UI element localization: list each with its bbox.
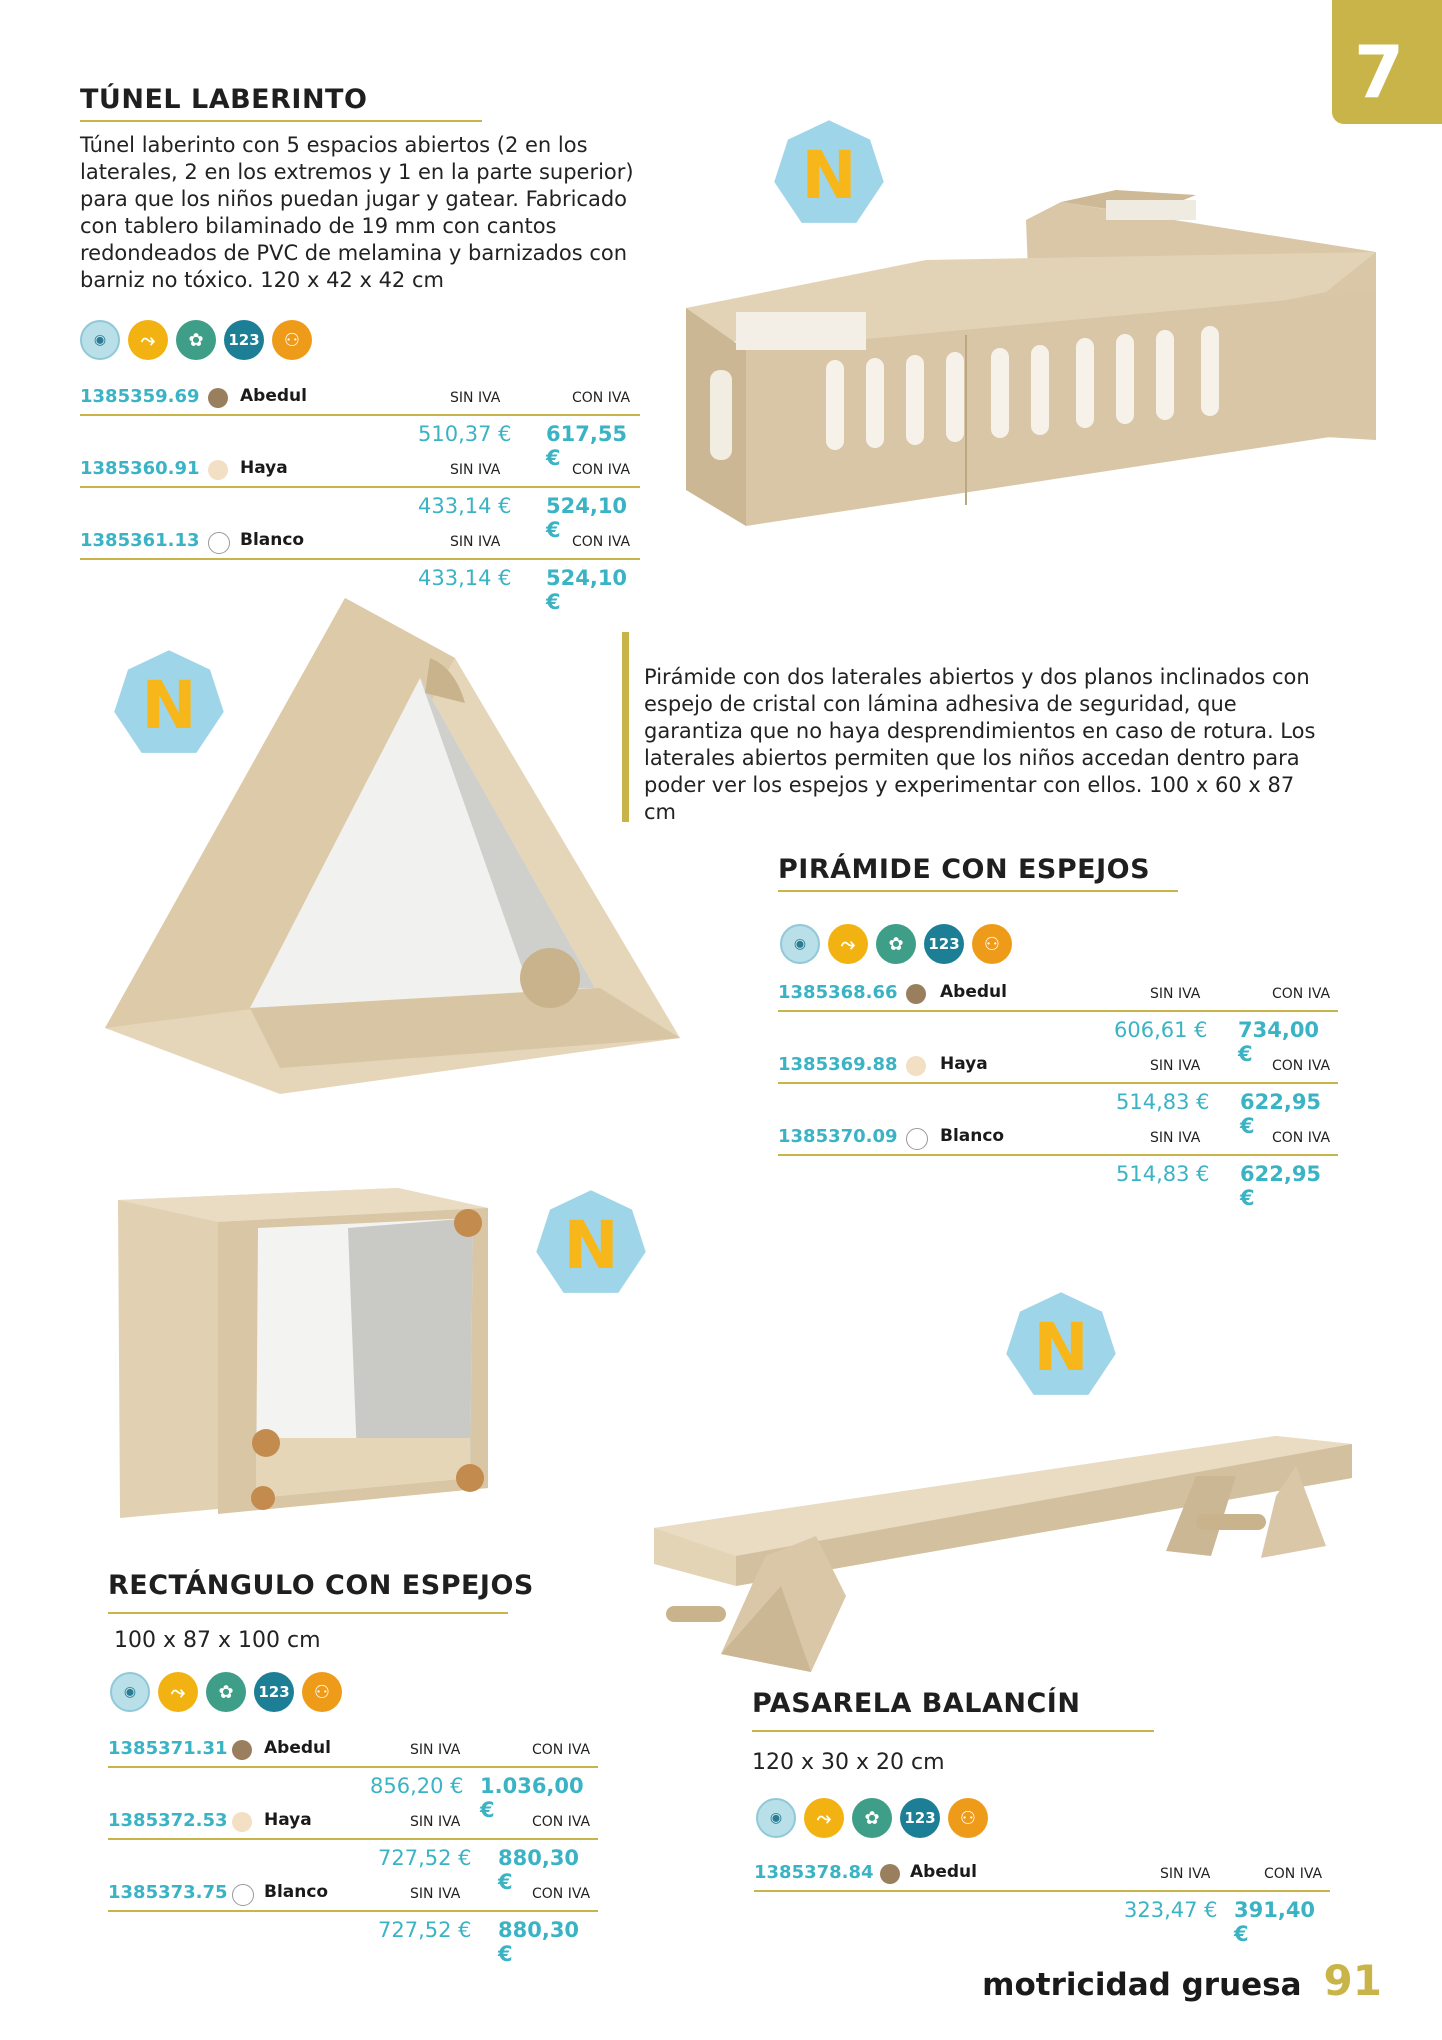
social-icon: ⚇ xyxy=(272,320,312,360)
product-code: 1385369.88 xyxy=(778,1054,898,1075)
price-row xyxy=(108,1880,598,1966)
motor-icon: ⤳ xyxy=(158,1672,198,1712)
color-swatch xyxy=(232,1884,254,1906)
price-sin-iva: 514,83 € xyxy=(1116,1162,1210,1186)
new-badge xyxy=(534,1188,648,1302)
pasarela-price-table xyxy=(754,1860,1330,1946)
chapter-number: 7 xyxy=(1354,30,1405,114)
tunel-title-rule xyxy=(80,120,482,122)
price-sin-iva: 433,14 € xyxy=(418,494,512,518)
price-con-iva: 524,10 € xyxy=(546,566,628,614)
row-rule xyxy=(80,558,640,560)
price-sin-iva: 727,52 € xyxy=(378,1846,472,1870)
product-code: 1385378.84 xyxy=(754,1862,874,1883)
price-row xyxy=(754,1860,1330,1946)
color-name: Haya xyxy=(264,1810,312,1830)
new-badge-shape xyxy=(534,1188,648,1302)
product-code: 1385361.13 xyxy=(80,530,200,551)
color-swatch xyxy=(232,1740,252,1760)
product-code: 1385373.75 xyxy=(108,1882,228,1903)
price-con-iva: 1.036,00 € xyxy=(480,1774,584,1822)
numbers-icon: 123 xyxy=(224,320,264,360)
con-iva-label: CON IVA xyxy=(1272,986,1331,1002)
page-number: 91 xyxy=(1323,1956,1382,2005)
price-con-iva: 880,30 € xyxy=(498,1846,580,1894)
sin-iva-label: SIN IVA xyxy=(1150,1130,1201,1146)
color-name: Haya xyxy=(240,458,288,478)
sin-iva-label: SIN IVA xyxy=(1160,1866,1211,1882)
art-palette-icon: ✿ xyxy=(852,1798,892,1838)
row-rule xyxy=(80,414,640,416)
con-iva-label: CON IVA xyxy=(532,1814,591,1830)
rectangulo-image xyxy=(118,1188,490,1518)
art-palette-icon: ✿ xyxy=(206,1672,246,1712)
price-sin-iva: 727,52 € xyxy=(378,1918,472,1942)
price-sin-iva: 433,14 € xyxy=(418,566,512,590)
piramide-icons xyxy=(780,924,1012,964)
product-code: 1385359.69 xyxy=(80,386,200,407)
sensory-icon: ◉ xyxy=(80,320,120,360)
art-palette-icon: ✿ xyxy=(176,320,216,360)
tunel-title: TÚNEL LABERINTO xyxy=(80,84,368,115)
price-sin-iva: 323,47 € xyxy=(1124,1898,1218,1922)
con-iva-label: CON IVA xyxy=(572,390,631,406)
tunel-image xyxy=(676,190,1386,530)
sin-iva-label: SIN IVA xyxy=(1150,986,1201,1002)
rectangulo-price-table xyxy=(108,1736,598,1966)
new-badge xyxy=(1004,1290,1118,1404)
color-name: Abedul xyxy=(940,982,1007,1002)
con-iva-label: CON IVA xyxy=(1264,1866,1323,1882)
motor-icon: ⤳ xyxy=(128,320,168,360)
price-row xyxy=(778,1124,1338,1210)
color-name: Abedul xyxy=(240,386,307,406)
piramide-accent-bar xyxy=(622,632,629,822)
pasarela-dims: 120 x 30 x 20 cm xyxy=(752,1750,945,1775)
row-rule xyxy=(778,1082,1338,1084)
sin-iva-label: SIN IVA xyxy=(1150,1058,1201,1074)
color-swatch xyxy=(208,532,230,554)
row-rule xyxy=(754,1890,1330,1892)
sensory-icon: ◉ xyxy=(756,1798,796,1838)
color-swatch xyxy=(232,1812,252,1832)
sin-iva-label: SIN IVA xyxy=(450,462,501,478)
chapter-tab xyxy=(1332,0,1442,124)
social-icon: ⚇ xyxy=(302,1672,342,1712)
sin-iva-label: SIN IVA xyxy=(410,1814,461,1830)
tunel-description: Túnel laberinto con 5 espacios abiertos (2 en los laterales, 2 en los extremos y 1 en la parte superior) para que los niños puedan jugar y gatear. Fabricado con tablero bilaminado de 19 mm con cantos redondeados de PVC de melamina y barnizados con barniz no tóxico. 120 x 42 x 42 cm xyxy=(80,133,634,292)
price-con-iva: 880,30 € xyxy=(498,1918,580,1966)
color-swatch xyxy=(906,1056,926,1076)
price-sin-iva: 606,61 € xyxy=(1114,1018,1208,1042)
con-iva-label: CON IVA xyxy=(532,1886,591,1902)
sensory-icon: ◉ xyxy=(110,1672,150,1712)
row-rule xyxy=(108,1766,598,1768)
color-swatch xyxy=(208,388,228,408)
price-con-iva: 734,00 € xyxy=(1238,1018,1320,1066)
row-rule xyxy=(80,486,640,488)
product-code: 1385368.66 xyxy=(778,982,898,1003)
product-code: 1385372.53 xyxy=(108,1810,228,1831)
art-palette-icon: ✿ xyxy=(876,924,916,964)
piramide-title: PIRÁMIDE CON ESPEJOS xyxy=(778,854,1151,885)
footer-section: motricidad gruesa xyxy=(982,1967,1302,2003)
product-code: 1385360.91 xyxy=(80,458,200,479)
new-badge-letter: N xyxy=(563,1206,619,1284)
price-con-iva: 617,55 € xyxy=(546,422,628,470)
piramide-description: Pirámide con dos laterales abiertos y dos planos inclinados con espejo de cristal con lámina adhesiva de seguridad, que garantiza que no haya desprendimientos en caso de rotura. Los laterales abiertos permiten que los niños accedan dentro para poder ver los espejos y experimentar con ellos. 100 x 60 x 87 cm xyxy=(644,665,1316,824)
row-rule xyxy=(778,1154,1338,1156)
new-badge-letter: N xyxy=(141,666,197,744)
price-sin-iva: 510,37 € xyxy=(418,422,512,446)
sin-iva-label: SIN IVA xyxy=(450,390,501,406)
con-iva-label: CON IVA xyxy=(1272,1130,1331,1146)
price-con-iva: 622,95 € xyxy=(1240,1090,1322,1138)
rectangulo-title-rule xyxy=(108,1612,508,1614)
rectangulo-dims: 100 x 87 x 100 cm xyxy=(114,1628,321,1653)
color-name: Haya xyxy=(940,1054,988,1074)
color-name: Blanco xyxy=(240,530,305,550)
new-badge-letter: N xyxy=(1033,1308,1089,1386)
footer xyxy=(982,1956,1382,2005)
price-row xyxy=(80,528,640,614)
color-name: Blanco xyxy=(264,1882,329,1902)
row-rule xyxy=(108,1838,598,1840)
con-iva-label: CON IVA xyxy=(1272,1058,1331,1074)
color-name: Blanco xyxy=(940,1126,1005,1146)
piramide-price-table xyxy=(778,980,1338,1210)
numbers-icon: 123 xyxy=(924,924,964,964)
pasarela-title: PASARELA BALANCÍN xyxy=(752,1688,1081,1719)
rectangulo-title: RECTÁNGULO CON ESPEJOS xyxy=(108,1570,534,1601)
con-iva-label: CON IVA xyxy=(572,462,631,478)
product-code: 1385370.09 xyxy=(778,1126,898,1147)
pasarela-image xyxy=(636,1436,1366,1676)
color-swatch xyxy=(208,460,228,480)
piramide-image xyxy=(100,598,700,1094)
color-swatch xyxy=(906,984,926,1004)
pasarela-title-rule xyxy=(752,1730,1154,1732)
sin-iva-label: SIN IVA xyxy=(410,1886,461,1902)
social-icon: ⚇ xyxy=(948,1798,988,1838)
price-con-iva: 524,10 € xyxy=(546,494,628,542)
color-swatch xyxy=(906,1128,928,1150)
tunel-price-table xyxy=(80,384,640,614)
sin-iva-label: SIN IVA xyxy=(410,1742,461,1758)
color-name: Abedul xyxy=(264,1738,331,1758)
row-rule xyxy=(108,1910,598,1912)
price-con-iva: 622,95 € xyxy=(1240,1162,1322,1210)
numbers-icon: 123 xyxy=(254,1672,294,1712)
numbers-icon: 123 xyxy=(900,1798,940,1838)
price-sin-iva: 514,83 € xyxy=(1116,1090,1210,1114)
piramide-title-rule xyxy=(778,890,1178,892)
sin-iva-label: SIN IVA xyxy=(450,534,501,550)
color-swatch xyxy=(880,1864,900,1884)
price-con-iva: 391,40 € xyxy=(1234,1898,1316,1946)
con-iva-label: CON IVA xyxy=(572,534,631,550)
tunel-icons xyxy=(80,320,312,360)
product-code: 1385371.31 xyxy=(108,1738,228,1759)
new-badge-letter: N xyxy=(801,136,857,214)
sensory-icon: ◉ xyxy=(780,924,820,964)
pasarela-icons xyxy=(756,1798,988,1838)
con-iva-label: CON IVA xyxy=(532,1742,591,1758)
price-sin-iva: 856,20 € xyxy=(370,1774,464,1798)
motor-icon: ⤳ xyxy=(804,1798,844,1838)
motor-icon: ⤳ xyxy=(828,924,868,964)
row-rule xyxy=(778,1010,1338,1012)
new-badge-shape xyxy=(1004,1290,1118,1404)
social-icon: ⚇ xyxy=(972,924,1012,964)
color-name: Abedul xyxy=(910,1862,977,1882)
rectangulo-icons xyxy=(110,1672,342,1712)
